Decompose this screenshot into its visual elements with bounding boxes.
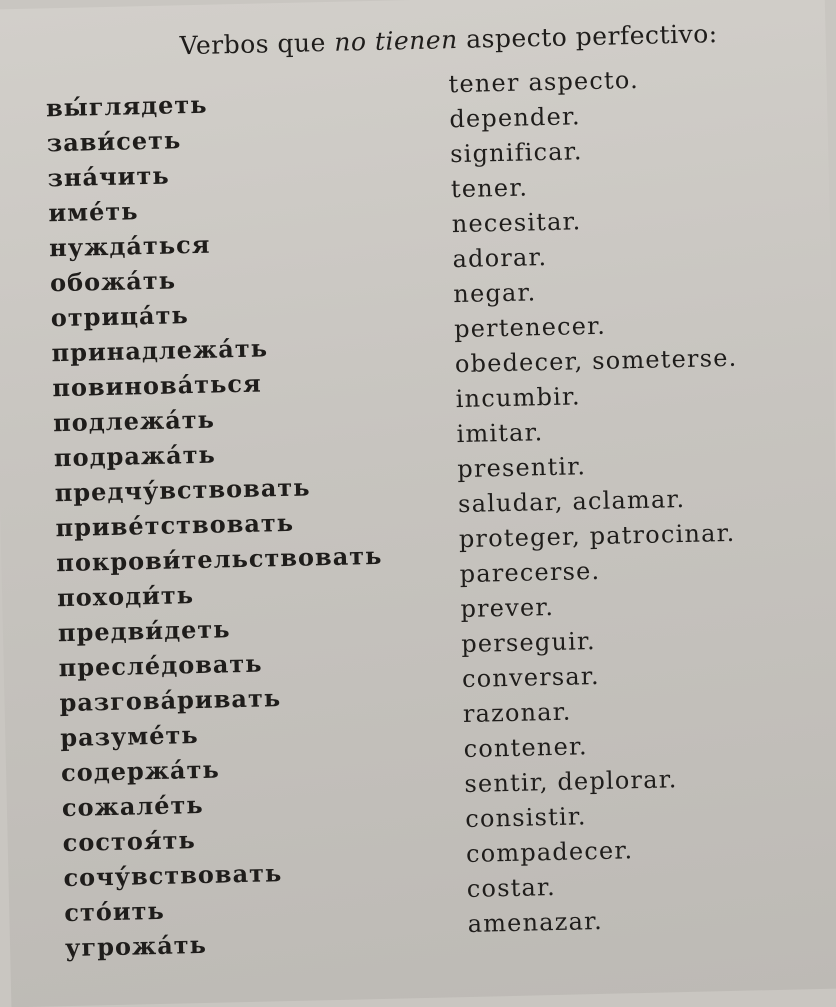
spanish-translation: consistir. [464, 802, 588, 834]
spanish-translations-column [448, 59, 836, 942]
spanish-translation: adorar. [452, 243, 548, 274]
russian-verb: отрица́ть [50, 300, 189, 333]
spanish-translation: significar. [449, 137, 583, 169]
russian-verb: походи́ть [56, 580, 195, 613]
heading-text-start: Verbos que [179, 27, 335, 61]
russian-verb: разуме́ть [59, 720, 199, 753]
russian-verb: приве́тствовать [55, 507, 295, 543]
russian-verb: предчу́вствовать [54, 472, 311, 508]
russian-verb: покрови́тельствовать [56, 540, 383, 578]
russian-verb: име́ть [48, 196, 139, 228]
spanish-translation: costar. [466, 872, 557, 903]
spanish-translation: saludar, aclamar. [457, 484, 686, 519]
russian-verb: обожа́ть [49, 265, 177, 298]
russian-verb: угрожа́ть [64, 929, 208, 963]
russian-verbs-column [46, 81, 466, 965]
spanish-translation: negar. [453, 278, 537, 309]
section-heading [179, 19, 718, 60]
russian-verb: предви́деть [57, 614, 231, 648]
russian-verb: сожале́ть [61, 789, 204, 823]
spanish-translation: imitar. [456, 418, 544, 449]
spanish-translation: incumbir. [455, 382, 582, 414]
russian-verb: пресле́довать [58, 648, 263, 683]
spanish-translation: sentir, deplorar. [464, 765, 678, 799]
heading-text-end: aspecto perfectivo: [457, 19, 718, 54]
heading-text-emphasis: no tienen [333, 24, 459, 57]
russian-verb: содержа́ть [60, 754, 221, 788]
spanish-translation: depender. [449, 102, 582, 134]
russian-verb: подлежа́ть [52, 404, 216, 438]
spanish-translation: amenazar. [467, 906, 604, 938]
spanish-translation: contener. [463, 732, 589, 764]
russian-verb: разгова́ривать [59, 683, 282, 718]
russian-verb: вы́глядеть [45, 89, 208, 123]
russian-verb: зави́сеть [46, 125, 182, 158]
spanish-translation: pertenecer. [453, 311, 607, 344]
spanish-translation: compadecer. [465, 836, 634, 868]
russian-verb: принадлежа́ть [51, 333, 269, 368]
russian-verb: зна́чить [47, 160, 170, 193]
spanish-translation: necesitar. [451, 207, 582, 239]
spanish-translation: tener aspecto. [448, 65, 640, 99]
spanish-translation: perseguir. [460, 627, 597, 659]
russian-verb: сочу́вствовать [63, 858, 283, 893]
spanish-translation: presentir. [457, 452, 587, 484]
spanish-translation: prever. [460, 592, 555, 624]
spanish-translation: tener. [450, 173, 529, 204]
spanish-translation: obedecer, someterse. [454, 343, 738, 379]
russian-verb: состоя́ть [62, 825, 197, 858]
russian-verb: нужда́ться [48, 229, 211, 263]
spanish-translation: razonar. [462, 697, 572, 729]
spanish-translation: conversar. [461, 661, 601, 694]
spanish-translation: proteger, patrocinar. [458, 518, 736, 554]
russian-verb: повинова́ться [52, 368, 263, 403]
russian-verb: сто́ить [63, 895, 166, 928]
spanish-translation: parecerse. [459, 556, 601, 589]
russian-verb: подража́ть [53, 439, 217, 473]
